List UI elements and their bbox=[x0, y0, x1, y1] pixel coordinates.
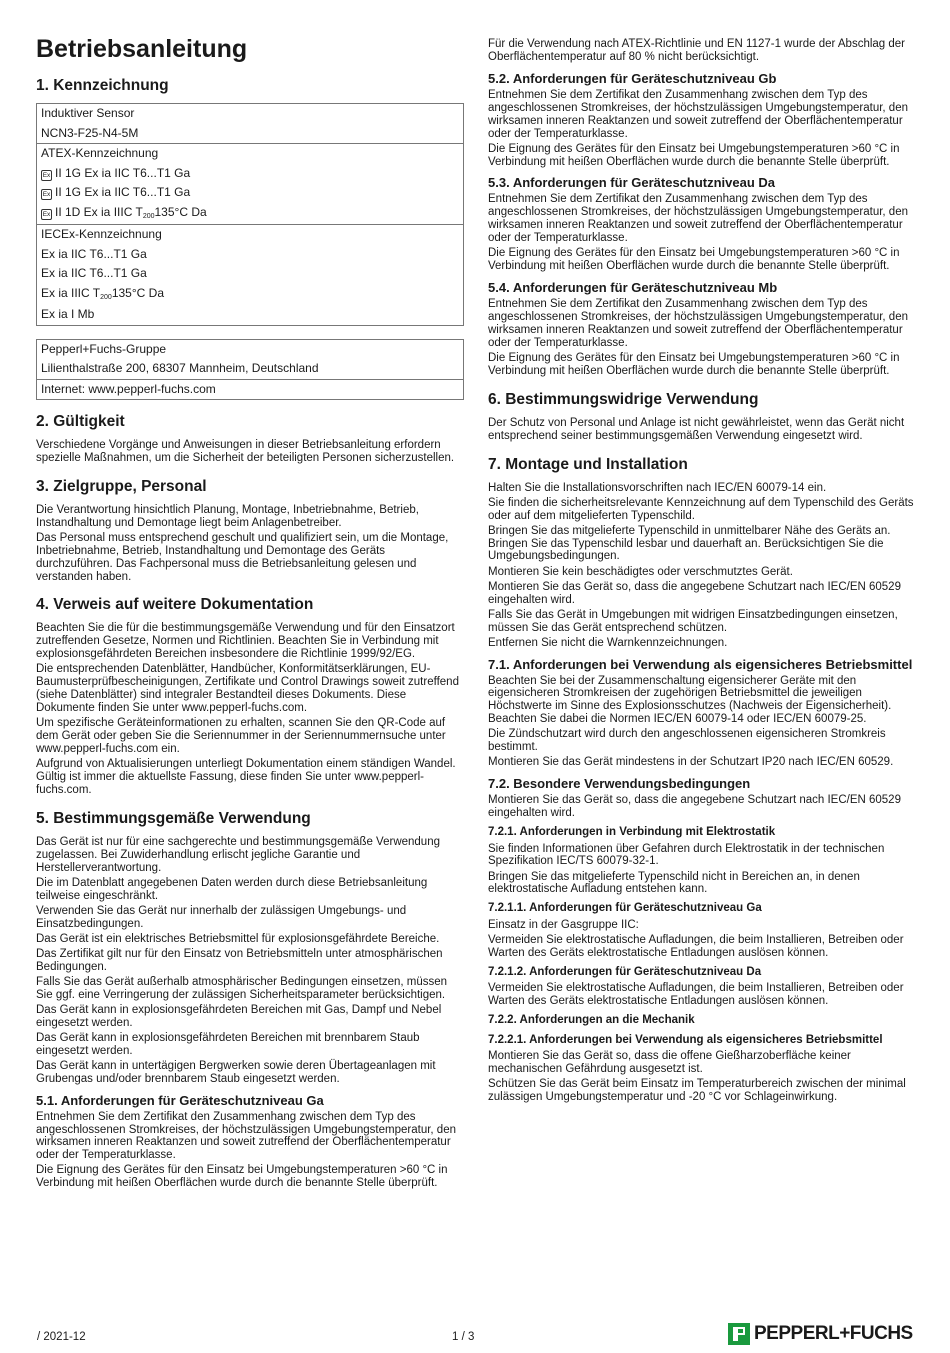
paragraph: Die Eignung des Gerätes für den Einsatz bei Umgebungstemperaturen >60 °C in Verbindung mit heißen Oberflächen wurde durch die benannte Stelle überprüft. bbox=[488, 247, 900, 273]
paragraph: Die Eignung des Gerätes für den Einsatz bei Umgebungstemperaturen >60 °C in Verbindung mit heißen Oberflächen wurde durch die benannte Stelle überprüft. bbox=[488, 142, 900, 168]
paragraph: Das Gerät kann in explosionsgefährdeten Bereichen mit brennbarem Staub eingesetzt werden. bbox=[36, 1031, 420, 1057]
paragraph: Beachten Sie bei der Zusammenschaltung eigensicherer Geräte mit den eigensicheren Stromkreisen der zugehörigen Betriebsmittel die jeweiligen Höchstwerte im Sinne des Explosionsschutzes (Nachweis der Eigensicherheit). Beachten Sie dabei die Normen IEC/EN 60079-14 oder IEC/EN 60079-25. bbox=[488, 674, 892, 726]
paragraph: Einsatz in der Gasgruppe IIC: bbox=[488, 918, 639, 931]
paragraph: Das Gerät kann in untertägigen Bergwerken sowie deren Übertageanlagen mit Grubengas und/oder brennbarem Staub eingesetzt werden. bbox=[36, 1059, 436, 1085]
company-name: Pepperl+Fuchs-Gruppe bbox=[41, 341, 167, 356]
paragraph: Das Personal muss entsprechend geschult und qualifiziert sein, um die Montage, Inbetriebnahme, Betrieb, Instandhaltung und Demontage des Geräts durchzuführen. Das Fachpersonal muss die Betriebsanleitung gelesen und verstanden haben. bbox=[36, 531, 449, 583]
product-group bbox=[37, 104, 463, 143]
paragraph: Sie finden die sicherheitsrelevante Kennzeichnung auf dem Typenschild des Geräts oder auf dem mitgelieferten Typenschild. bbox=[488, 496, 914, 522]
section-5-heading: 5. Bestimmungsgemäße Verwendung bbox=[36, 809, 311, 827]
paragraph: Halten Sie die Installationsvorschriften nach IEC/EN 60079-14 ein. bbox=[488, 481, 827, 494]
marking-box bbox=[36, 103, 464, 326]
paragraph: Beachten Sie die für die bestimmungsgemäße Verwendung und für den Einsatzort zutreffenden Gesetze, Normen und Richtlinien. Beachten Sie in Verbindung mit explosionsgefährdeten Bereichen insbesondere die Richtlinie 1999/92/EG. bbox=[36, 622, 455, 661]
paragraph: Montieren Sie kein beschädigtes oder verschmutztes Gerät. bbox=[488, 565, 793, 578]
section-7-2-heading: 7.2. Besondere Verwendungsbedingungen bbox=[488, 776, 751, 792]
paragraph: Bringen Sie das mitgelieferte Typenschild in unmittelbarer Nähe des Geräts an. Bringen Sie das Typenschild lesbar und dauerhaft an. Berücksichtigen Sie die Umgebungsbedingungen. bbox=[488, 524, 891, 563]
logo-mark-icon bbox=[728, 1323, 750, 1345]
iecex-marking-2: Ex ia IIC T6...T1 Ga bbox=[41, 266, 147, 280]
document-title: Betriebsanleitung bbox=[36, 35, 248, 63]
iecex-marking-4: Ex ia I Mb bbox=[41, 307, 95, 321]
paragraph: Entnehmen Sie dem Zertifikat den Zusammenhang zwischen dem Typ des angeschlossenen Stromkreises, der höchstzulässigen Umgebungstemperatur, den wirksamen inneren Reaktanzen und soweit zutreffend der Oberflächentemperatur oder der Temperaturklasse. bbox=[488, 88, 908, 140]
paragraph: Die Eignung des Gerätes für den Einsatz bei Umgebungstemperaturen >60 °C in Verbindung mit heißen Oberflächen wurde durch die benannte Stelle überprüft. bbox=[36, 1164, 448, 1190]
paragraph: Die entsprechenden Datenblätter, Handbücher, Konformitätserklärungen, EU-Baumusterprüfbescheinigungen, Zertifikate und Control Drawings soweit zutreffend (siehe Datenblätter) sind integraler Bestandteil dieses Dokuments. Diese Dokumente finden Sie unter www.pepperl-fuchs.com. bbox=[36, 663, 459, 715]
paragraph: Bringen Sie das mitgelieferte Typenschild nicht in Bereichen an, in denen elektrostatische Aufladung entstehen kann. bbox=[488, 870, 860, 896]
section-5-2-heading: 5.2. Anforderungen für Geräteschutzniveau Gb bbox=[488, 70, 777, 86]
section-7-heading: 7. Montage und Installation bbox=[488, 455, 688, 473]
section-1-heading: 1. Kennzeichnung bbox=[36, 77, 169, 94]
right-column bbox=[488, 38, 916, 1106]
section-7-1-heading: 7.1. Anforderungen bei Verwendung als eigensicheres Betriebsmittel bbox=[488, 656, 913, 672]
section-3-heading: 3. Zielgruppe, Personal bbox=[36, 477, 207, 495]
paragraph: Falls Sie das Gerät in Umgebungen mit widrigen Einsatzbedingungen einsetzen, müssen Sie das Gerät entsprechend schützen. bbox=[488, 608, 898, 634]
atex-marking-2: Ex II 1G Ex ia IIC T6...T1 Ga bbox=[42, 185, 191, 199]
paragraph: Montieren Sie das Gerät mindestens in der Schutzart IP20 nach IEC/EN 60529. bbox=[488, 756, 894, 769]
paragraph: Die Eignung des Gerätes für den Einsatz bei Umgebungstemperaturen >60 °C in Verbindung mit heißen Oberflächen wurde durch die benannte Stelle überprüft. bbox=[488, 351, 900, 377]
paragraph: Die Verantwortung hinsichtlich Planung, Montage, Inbetriebnahme, Betrieb, Instandhaltung und Demontage liegt beim Anlagenbetreiber. bbox=[36, 503, 419, 529]
paragraph: Entnehmen Sie dem Zertifikat den Zusammenhang zwischen dem Typ des angeschlossenen Stromkreises, der höchstzulässigen Umgebungstemperatur, den wirksamen inneren Reaktanzen und soweit zutreffend der Oberflächentemperatur oder der Temperaturklasse. bbox=[488, 298, 908, 349]
section-4-heading: 4. Verweis auf weitere Dokumentation bbox=[36, 596, 314, 614]
company-logo bbox=[728, 1323, 913, 1345]
paragraph: Das Gerät ist ein elektrisches Betriebsmittel für explosionsgefährdete Bereiche. bbox=[36, 932, 440, 945]
company-website: Internet: www.pepperl-fuchs.com bbox=[41, 381, 216, 396]
paragraph: Sie finden Informationen über Gefahren durch Elektrostatik in der technischen Spezifikation IEC/TS 60079-32-1. bbox=[488, 842, 885, 868]
paragraph: Der Schutz von Personal und Anlage ist nicht gewährleistet, wenn das Gerät nicht entsprechend seiner bestimmungsgemäßen Verwendung eingesetzt wird. bbox=[488, 416, 905, 442]
atex-marking-3: Ex II 1D Ex ia IIIC T200135°C Da bbox=[42, 204, 207, 220]
product-type: Induktiver Sensor bbox=[41, 106, 135, 120]
ex-hexagon-icon: Ex bbox=[42, 191, 51, 198]
section-5-4-heading: 5.4. Anforderungen für Geräteschutzniveau Mb bbox=[488, 280, 778, 296]
section-7-2-1-1-heading: 7.2.1.1. Anforderungen für Geräteschutzniveau Ga bbox=[488, 902, 762, 915]
paragraph: Falls Sie das Gerät außerhalb atmosphärischer Bedingungen einsetzen, müssen Sie ggf. eine Verringerung der zulässigen Sicherheitsparameter berücksichtigen. bbox=[36, 975, 448, 1001]
iecex-group bbox=[37, 224, 463, 325]
section-7-2-1-2-heading: 7.2.1.2. Anforderungen für Geräteschutzniveau Da bbox=[488, 965, 762, 978]
section-7-2-2-1-heading: 7.2.2.1. Anforderungen bei Verwendung als eigensicheres Betriebsmittel bbox=[488, 1033, 883, 1046]
paragraph: Entfernen Sie nicht die Warnkennzeichnungen. bbox=[488, 636, 728, 649]
paragraph: Für die Verwendung nach ATEX-Richtlinie und EN 1127-1 wurde der Abschlag der Oberflächentemperatur auf 80 % nicht berücksichtigt. bbox=[488, 38, 906, 63]
atex-group bbox=[37, 143, 463, 224]
atex-title: ATEX-Kennzeichnung bbox=[41, 146, 159, 160]
section-5-1-heading: 5.1. Anforderungen für Geräteschutzniveau Ga bbox=[36, 1092, 324, 1108]
section-2-heading: 2. Gültigkeit bbox=[36, 413, 125, 430]
left-column bbox=[36, 34, 464, 1192]
paragraph: Verschiedene Vorgänge und Anweisungen in dieser Betriebsanleitung erfordern spezielle Maßnahmen, um die Sicherheit der beteiligten Personen sicherzustellen. bbox=[36, 439, 455, 464]
iecex-marking-3: Ex ia IIIC T200135°C Da bbox=[41, 285, 164, 301]
company-group bbox=[37, 340, 463, 379]
company-box bbox=[36, 339, 464, 401]
section-6-heading: 6. Bestimmungswidrige Verwendung bbox=[488, 390, 759, 408]
paragraph: Montieren Sie das Gerät so, dass die angegebene Schutzart nach IEC/EN 60529 eingehalten wird. bbox=[488, 580, 901, 606]
footer-date: / 2021-12 bbox=[37, 1331, 86, 1343]
paragraph: Das Gerät kann in explosionsgefährdeten Bereichen mit Gas, Dampf und Nebel eingesetzt werden. bbox=[36, 1003, 442, 1029]
company-address: Lilienthalstraße 200, 68307 Mannheim, Deutschland bbox=[41, 361, 319, 375]
paragraph: Die Zündschutzart wird durch den angeschlossenen eigensicheren Stromkreis bestimmt. bbox=[488, 728, 886, 754]
logo-text: PEPPERL+FUCHS bbox=[754, 1323, 913, 1344]
ex-hexagon-icon: Ex bbox=[42, 210, 51, 218]
paragraph: Entnehmen Sie dem Zertifikat den Zusammenhang zwischen dem Typ des angeschlossenen Stromkreises, der höchstzulässigen Umgebungstemperatur, den wirksamen inneren Reaktanzen und soweit zutreffend der Oberflächentemperatur oder der Temperaturklasse. bbox=[36, 1110, 456, 1162]
atex-marking-1: Ex II 1G Ex ia IIC T6...T1 Ga bbox=[42, 165, 191, 180]
product-model: NCN3-F25-N4-5M bbox=[41, 125, 139, 140]
paragraph: Vermeiden Sie elektrostatische Aufladungen, die beim Installieren, Betreiben oder Warten des Geräts elektrostatische Entladungen auslösen können. bbox=[488, 933, 904, 959]
paragraph: Das Zertifikat gilt nur für den Einsatz von Betriebsmitteln unter atmosphärischen Bedingungen. bbox=[36, 947, 443, 973]
paragraph: Die im Datenblatt angegebenen Daten werden durch diese Betriebsanleitung teilweise eingeschränkt. bbox=[36, 876, 428, 902]
section-5-3-heading: 5.3. Anforderungen für Geräteschutzniveau Da bbox=[488, 175, 776, 191]
page-number: 1 / 3 bbox=[452, 1331, 475, 1343]
iecex-marking-1: Ex ia IIC T6...T1 Ga bbox=[41, 246, 147, 261]
section-7-2-1-heading: 7.2.1. Anforderungen in Verbindung mit Elektrostatik bbox=[488, 826, 776, 839]
paragraph: Entnehmen Sie dem Zertifikat den Zusammenhang zwischen dem Typ des angeschlossenen Stromkreises, der höchstzulässigen Umgebungstemperatur, den wirksamen inneren Reaktanzen und soweit zutreffend der Oberflächentemperatur oder der Temperaturklasse. bbox=[488, 193, 908, 245]
paragraph: Verwenden Sie das Gerät nur innerhalb der zulässigen Umgebungs- und Einsatzbedingungen. bbox=[36, 904, 407, 930]
internet-group bbox=[37, 379, 463, 400]
paragraph: Um spezifische Geräteinformationen zu erhalten, scannen Sie den QR-Code auf dem Gerät oder geben Sie die Seriennummer in der Seriennummernsuche unter www.pepperl-fuchs.com ein. bbox=[36, 717, 446, 755]
paragraph: Montieren Sie das Gerät so, dass die offene Gießharzoberfläche keiner mechanischen Gefährdung ausgesetzt ist. bbox=[488, 1050, 851, 1075]
paragraph: Schützen Sie das Gerät beim Einsatz im Temperaturbereich zwischen der minimal zulässigen Umgebungstemperatur und -20 °C vor Schlageinwirkung. bbox=[488, 1078, 906, 1103]
paragraph: Vermeiden Sie elektrostatische Aufladungen, die beim Installieren, Betreiben oder Warten des Geräts elektrostatische Entladungen auslösen können. bbox=[488, 982, 904, 1008]
paragraph: Montieren Sie das Gerät so, dass die angegebene Schutzart nach IEC/EN 60529 eingehalten wird. bbox=[488, 794, 901, 820]
section-7-2-2-heading: 7.2.2. Anforderungen an die Mechanik bbox=[488, 1014, 695, 1027]
iecex-title: IECEx-Kennzeichnung bbox=[41, 227, 162, 241]
paragraph: Aufgrund von Aktualisierungen unterliegt Dokumentation einem ständigen Wandel. Gültig ist immer die aktuellste Fassung, diese finden Sie unter www.pepperl-fuchs.com. bbox=[36, 758, 456, 796]
paragraph: Das Gerät ist nur für eine sachgerechte und bestimmungsgemäße Verwendung zugelassen. Bei Zuwiderhandlung erlischt jegliche Garantie und Herstellerverantwortung. bbox=[36, 835, 440, 874]
ex-hexagon-icon: Ex bbox=[42, 171, 51, 179]
